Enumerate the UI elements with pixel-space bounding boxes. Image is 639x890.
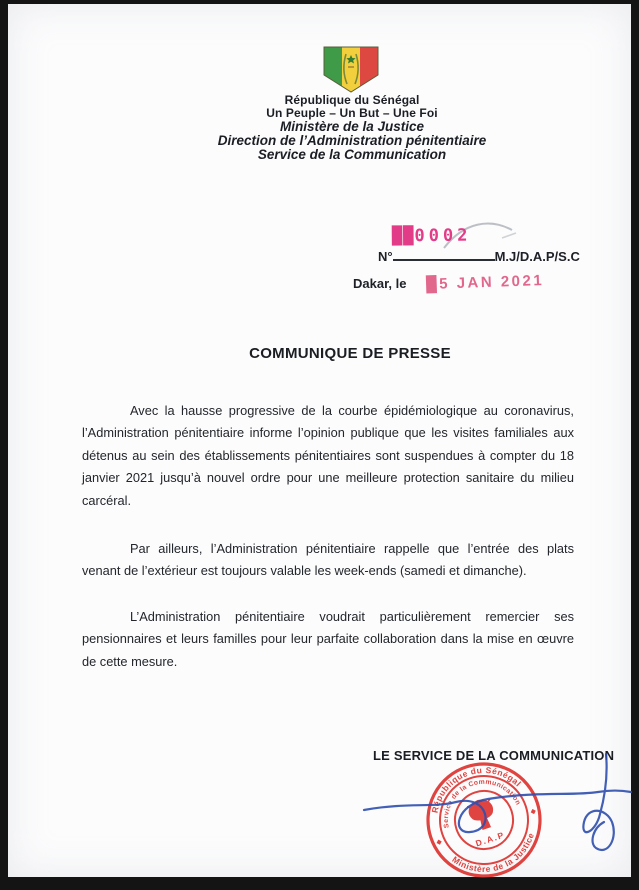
paragraph: L’Administration pénitentiaire voudrait particulièrement remercier ses pensionnaires et leurs familles pour leur parfaite collaboration dans la mise en œuvre de cette mesure. (82, 608, 574, 669)
number-label: N° (378, 249, 393, 264)
number-underline (393, 248, 495, 261)
paragraph: Par ailleurs, l’Administration pénitentiaire rappelle que l’entrée des plats venant de l’extérieur est toujours valable les week-ends (samedi et dimanche). (82, 541, 574, 579)
document-page (8, 4, 631, 877)
signoff-service: LE SERVICE DE LA COMMUNICATION (373, 748, 615, 763)
press-release-title: COMMUNIQUE DE PRESSE (249, 345, 451, 362)
number-suffix: M.J/D.A.P/S.C (494, 249, 580, 264)
place-date-label: Dakar, le (353, 276, 407, 291)
ministry-name: Ministère de la Justice (279, 119, 425, 134)
date-stamp (426, 272, 545, 293)
stamp-outer-top-text: République du Sénégal (429, 764, 524, 814)
document-body (82, 400, 574, 673)
service-name: Service de la Communication (257, 147, 447, 162)
reference-number-row (378, 248, 580, 264)
reference-number-stamp (392, 226, 472, 247)
signature-ink (348, 744, 638, 884)
stamp-number-value: 0002 (414, 225, 472, 247)
stamp-outer-bottom-text: Ministère de la Justice (450, 831, 537, 875)
country-name: République du Sénégal (284, 93, 420, 107)
stamp-separator-left: ◆ (435, 838, 443, 847)
stamp-center-text: D.A.P (474, 829, 507, 849)
letterhead (102, 94, 602, 162)
stamp-inner-text: Service de la Communication (442, 778, 522, 829)
senegal-flag-emblem-icon (322, 46, 380, 94)
stamp-smudge: ██ (391, 226, 415, 247)
national-motto: Un Peuple – Un But – Une Foi (266, 106, 438, 120)
date-smudge: █ (425, 275, 440, 294)
stamp-separator-right: ◆ (529, 807, 538, 816)
paragraph: Avec la hausse progressive de la courbe épidémiologique au coronavirus, l’Administration pénitentiaire informe l’opinion publique que les visites familiales aux détenus au sein des établissements pénitentiaires sont suspendues à compter du 18 janvier 2021 jusqu’à nouvel ordre pour une meilleure protection sanitaire du milieu carcéral. (82, 403, 574, 508)
date-value: 5 JAN 2021 (438, 271, 545, 293)
direction-name: Direction de l’Administration pénitentiaire (217, 133, 487, 148)
